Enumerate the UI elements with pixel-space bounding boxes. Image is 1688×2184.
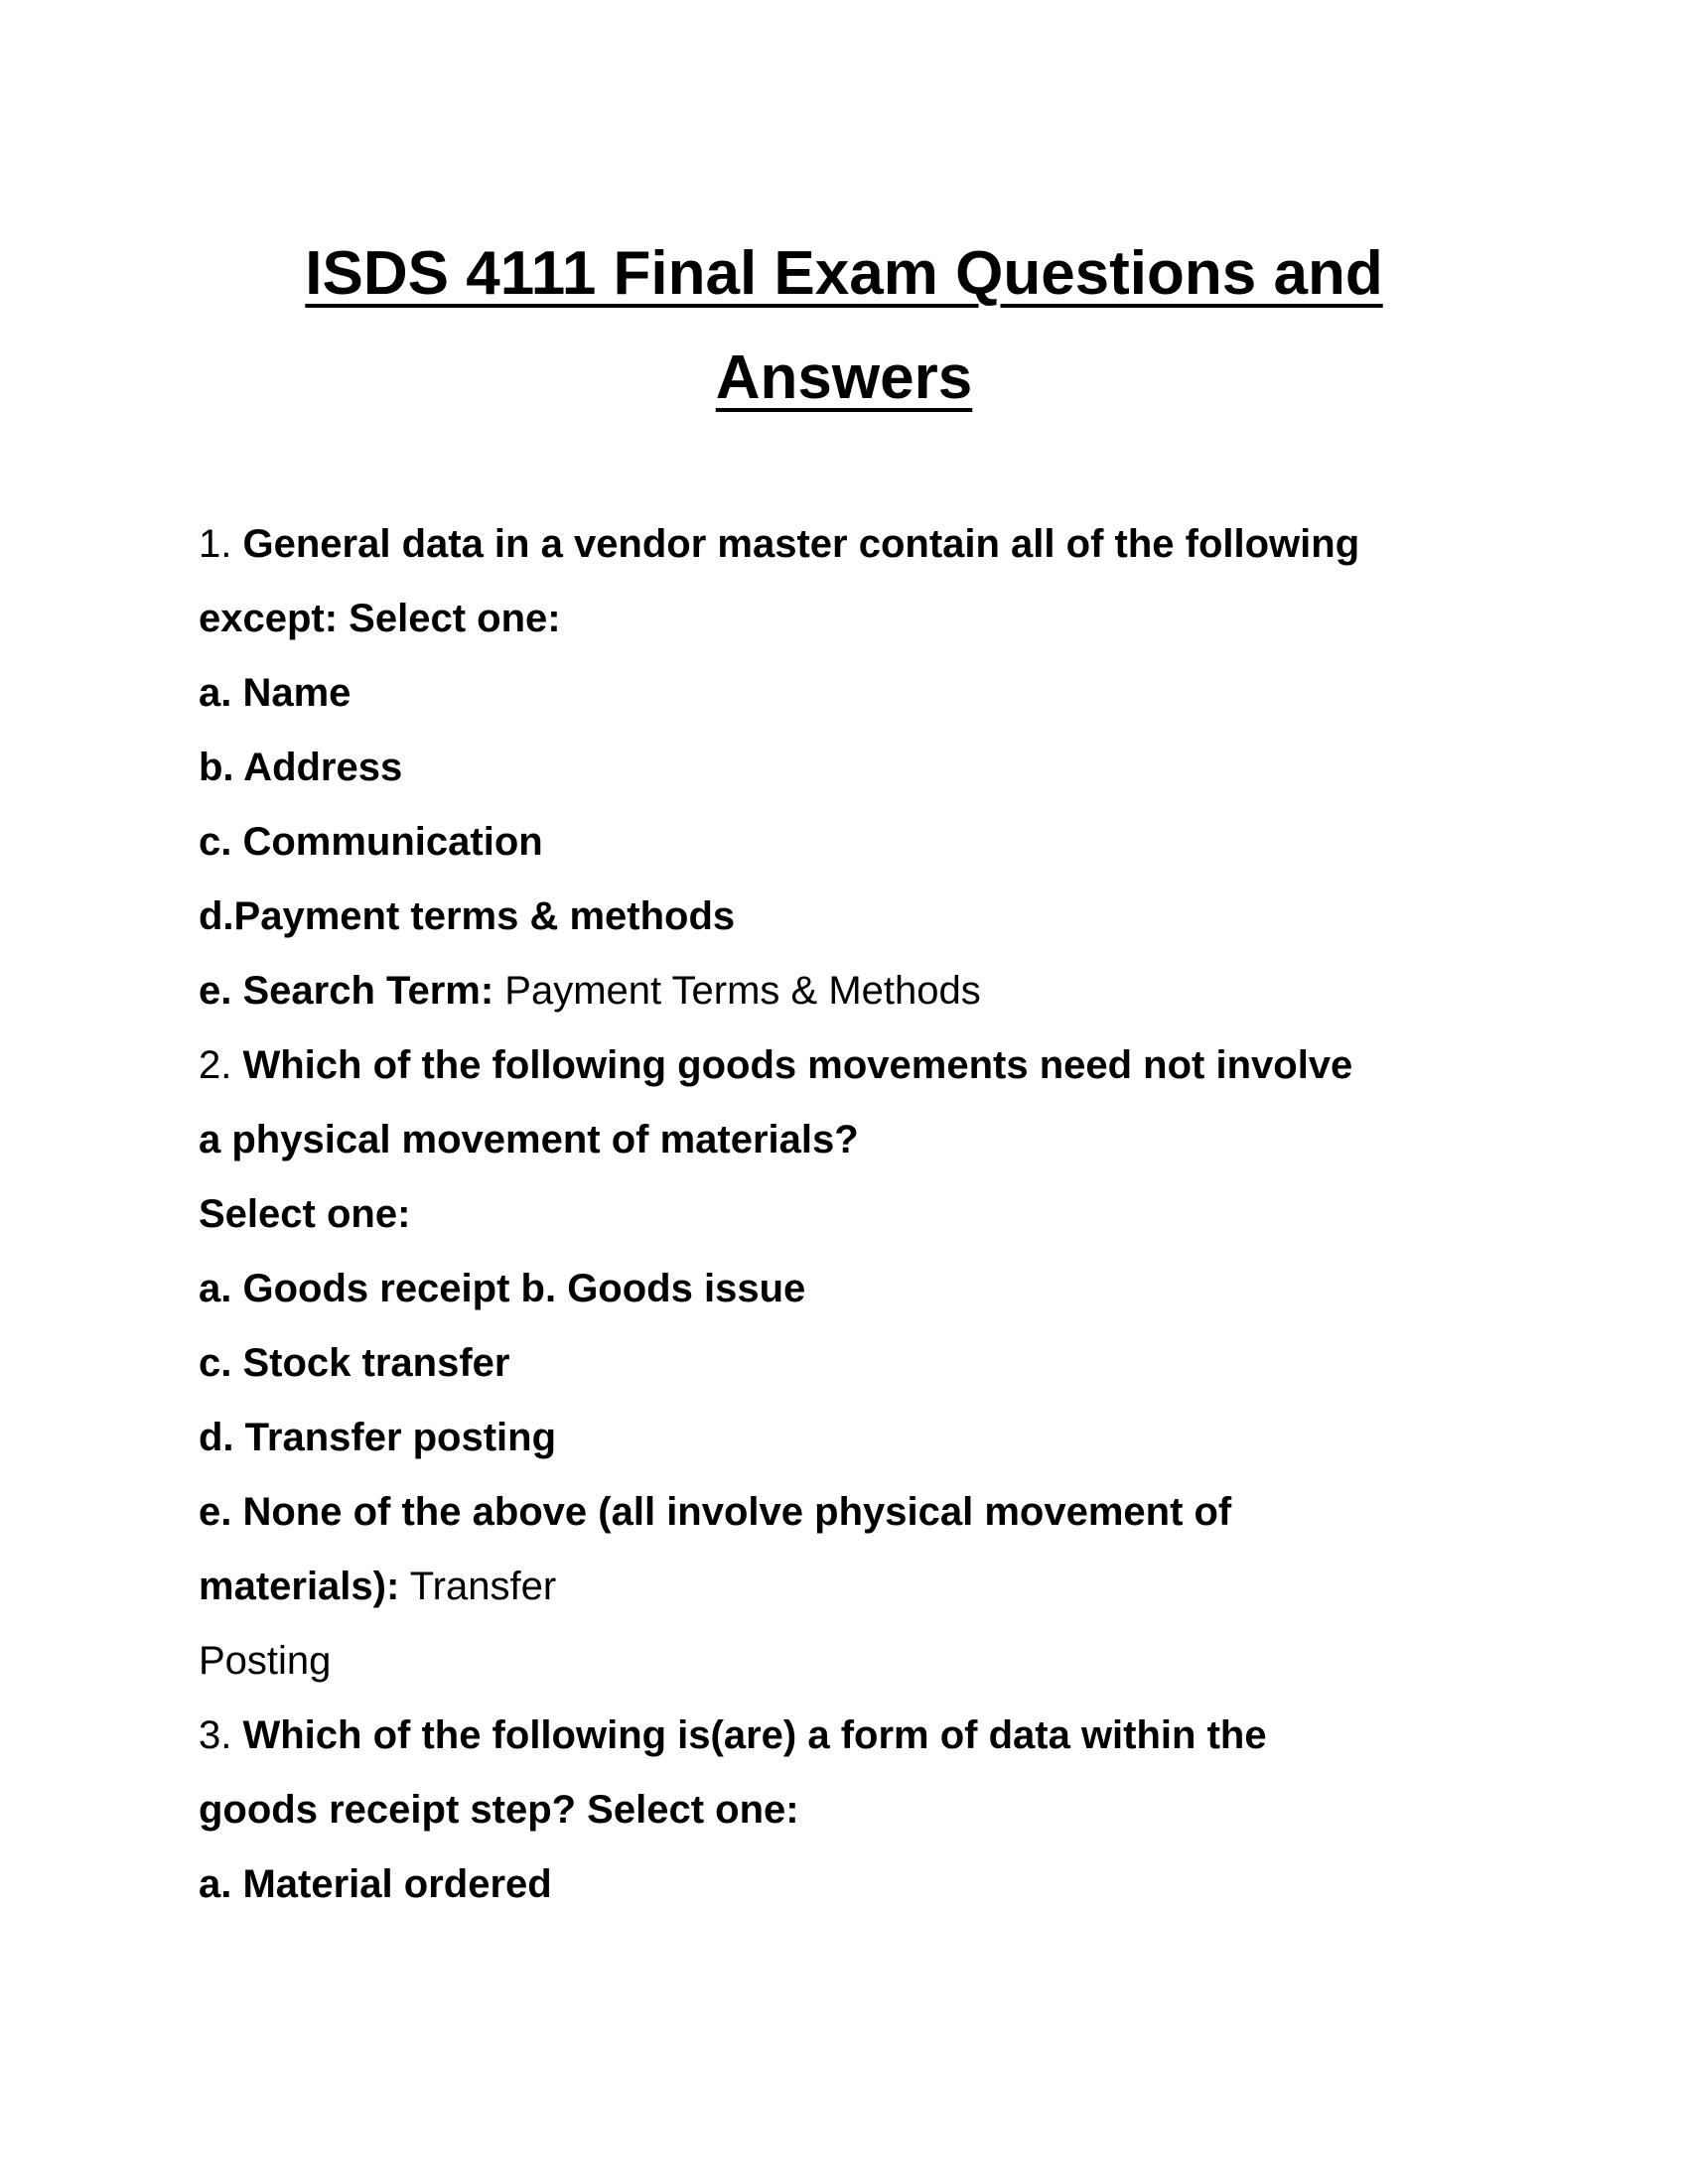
question-1-option-a: a. Name [199,671,352,715]
question-1-option-c: c. Communication [199,820,543,864]
question-1-line-2: except: Select one: [199,597,561,640]
question-3-option-a: a. Material ordered [199,1862,552,1906]
question-1-option-e [199,971,981,1011]
question-2-option-e: e. None of the above (all involve physical movement of [199,1490,1232,1534]
question-number: 2. [199,1043,232,1087]
option-label: e. Search Term: [199,969,494,1013]
question-2-line-2: a physical movement of materials? [199,1118,859,1161]
question-number: 1. [199,522,232,566]
question-2-option-a-b: a. Goods receipt b. Goods issue [199,1267,806,1310]
question-number: 3. [199,1713,232,1757]
answer-text: Transfer [409,1565,557,1608]
document-title-continued: Answers [715,343,973,412]
answer-text: Payment Terms & Methods [504,969,981,1013]
question-text: Which of the following is(are) a form of data within the [242,1713,1267,1757]
question-2-answer-cont: Posting [199,1639,332,1683]
question-text: Which of the following goods movements need not involve [242,1043,1353,1087]
question-3-line-2: goods receipt step? Select one: [199,1788,799,1832]
question-1-option-b: b. Address [199,746,403,789]
question-1-line-1 [199,524,1359,564]
question-1-option-d: d.Payment terms & methods [199,894,736,938]
document-title: ISDS 4111 Final Exam Questions and [305,239,1383,308]
question-text: General data in a vendor master contain all of the following [242,522,1360,566]
question-2-option-d: d. Transfer posting [199,1416,557,1459]
option-label: materials): [199,1565,400,1608]
question-2-line-3: Select one: [199,1192,411,1236]
question-3-line-1 [199,1715,1267,1755]
question-2-option-c: c. Stock transfer [199,1341,510,1385]
question-2-option-e-cont [199,1567,556,1606]
question-2-line-1 [199,1045,1352,1085]
